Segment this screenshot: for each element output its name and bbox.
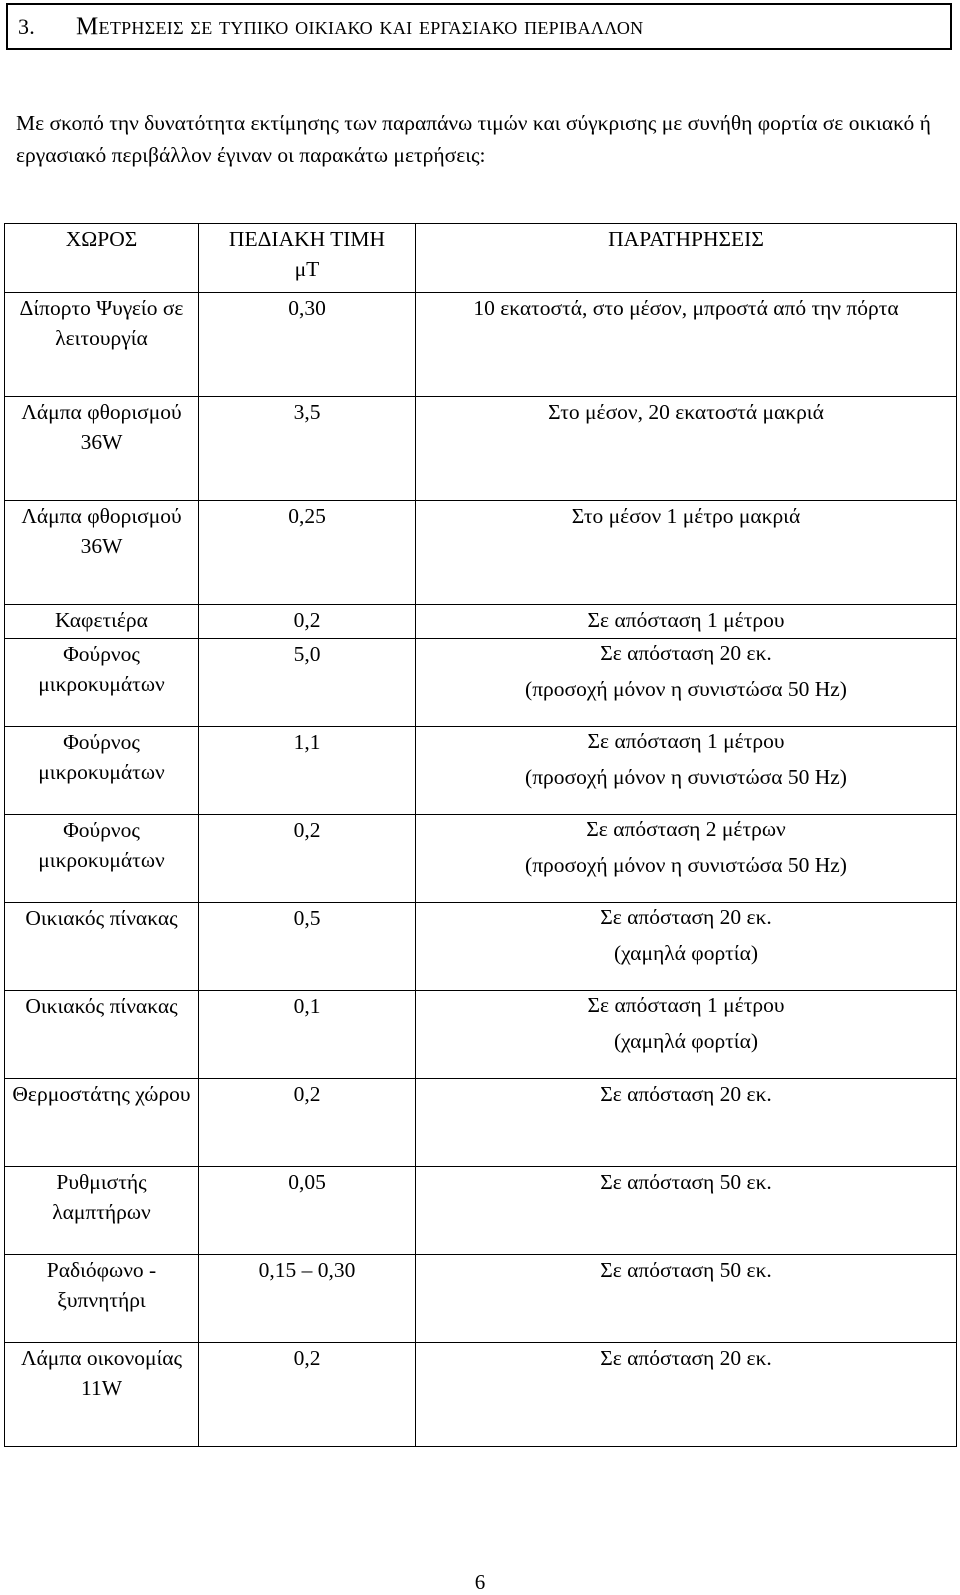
table-row (5, 1167, 957, 1255)
table-row (5, 1079, 957, 1167)
table-row (5, 605, 957, 639)
table-row (5, 1343, 957, 1447)
page-number: 6 (474, 1570, 486, 1594)
cell-value: 0,2 (199, 1343, 416, 1447)
table-row (5, 815, 957, 903)
table-row (5, 397, 957, 501)
cell-place: Οικιακός πίνακας (5, 903, 199, 991)
cell-value: 0,2 (199, 815, 416, 903)
cell-place: Λάμπα φθορισμού 36W (5, 501, 199, 605)
cell-value: 1,1 (199, 727, 416, 815)
section-title: Μετρησεις σε τυπικο οικιακο και εργασιακο περιβαλλον (76, 12, 644, 40)
section-number: 3. (18, 13, 36, 39)
cell-notes: Στο μέσον 1 μέτρο μακριά (416, 501, 957, 605)
cell-notes: Σε απόσταση 50 εκ. (416, 1167, 957, 1255)
table-body (5, 293, 957, 1447)
cell-value: 0,05 (199, 1167, 416, 1255)
cell-notes: Σε απόσταση 20 εκ. (προσοχή μόνον η συνιστώσα 50 Hz) (416, 639, 957, 727)
cell-value: 5,0 (199, 639, 416, 727)
table-row (5, 639, 957, 727)
cell-place: Φούρνος μικροκυμάτων (5, 727, 199, 815)
cell-place: Φούρνος μικροκυμάτων (5, 639, 199, 727)
cell-notes: Σε απόσταση 50 εκ. (416, 1255, 957, 1343)
cell-notes: Σε απόσταση 1 μέτρου (416, 605, 957, 639)
cell-value: 0,30 (199, 293, 416, 397)
cell-notes: Σε απόσταση 20 εκ. (416, 1079, 957, 1167)
table-row (5, 293, 957, 397)
table-row (5, 991, 957, 1079)
header-place: ΧΩΡΟΣ (5, 224, 199, 293)
table-header-row (5, 224, 957, 293)
table-row (5, 727, 957, 815)
table-row (5, 903, 957, 991)
cell-place: Ρυθμιστής λαμπτήρων (5, 1167, 199, 1255)
cell-notes: Σε απόσταση 20 εκ. (χαμηλά φορτία) (416, 903, 957, 991)
cell-value: 0,2 (199, 1079, 416, 1167)
cell-notes: 10 εκατοστά, στο μέσον, μπροστά από την πόρτα (416, 293, 957, 397)
cell-notes: Σε απόσταση 1 μέτρου (προσοχή μόνον η συνιστώσα 50 Hz) (416, 727, 957, 815)
cell-place: Θερμοστάτης χώρου (5, 1079, 199, 1167)
measurements-table (4, 223, 957, 1447)
cell-place: Ραδιόφωνο - ξυπνητήρι (5, 1255, 199, 1343)
cell-value: 0,2 (199, 605, 416, 639)
cell-notes: Σε απόσταση 2 μέτρων (προσοχή μόνον η συνιστώσα 50 Hz) (416, 815, 957, 903)
cell-value: 0,1 (199, 991, 416, 1079)
cell-value: 0,5 (199, 903, 416, 991)
header-value: ΠΕΔΙΑΚΗ ΤΙΜΗ μT (199, 224, 416, 293)
cell-place: Δίπορτο Ψυγείο σε λειτουργία (5, 293, 199, 397)
cell-place: Καφετιέρα (5, 605, 199, 639)
cell-notes: Σε απόσταση 1 μέτρου (χαμηλά φορτία) (416, 991, 957, 1079)
cell-place: Λάμπα οικονομίας 11W (5, 1343, 199, 1447)
cell-value: 0,25 (199, 501, 416, 605)
section-heading (6, 3, 952, 50)
cell-value: 0,15 – 0,30 (199, 1255, 416, 1343)
header-notes: ΠΑΡΑΤΗΡΗΣΕΙΣ (416, 224, 957, 293)
cell-place: Λάμπα φθορισμού 36W (5, 397, 199, 501)
cell-notes: Στο μέσον, 20 εκατοστά μακριά (416, 397, 957, 501)
cell-value: 3,5 (199, 397, 416, 501)
cell-notes: Σε απόσταση 20 εκ. (416, 1343, 957, 1447)
table-row (5, 1255, 957, 1343)
cell-place: Οικιακός πίνακας (5, 991, 199, 1079)
intro-paragraph: Με σκοπό την δυνατότητα εκτίμησης των παραπάνω τιμών και σύγκρισης με συνήθη φορτία σε οικιακό ή εργασιακό περιβάλλον έγιναν οι παρακάτω μετρήσεις: (16, 111, 931, 167)
cell-place: Φούρνος μικροκυμάτων (5, 815, 199, 903)
table-row (5, 501, 957, 605)
